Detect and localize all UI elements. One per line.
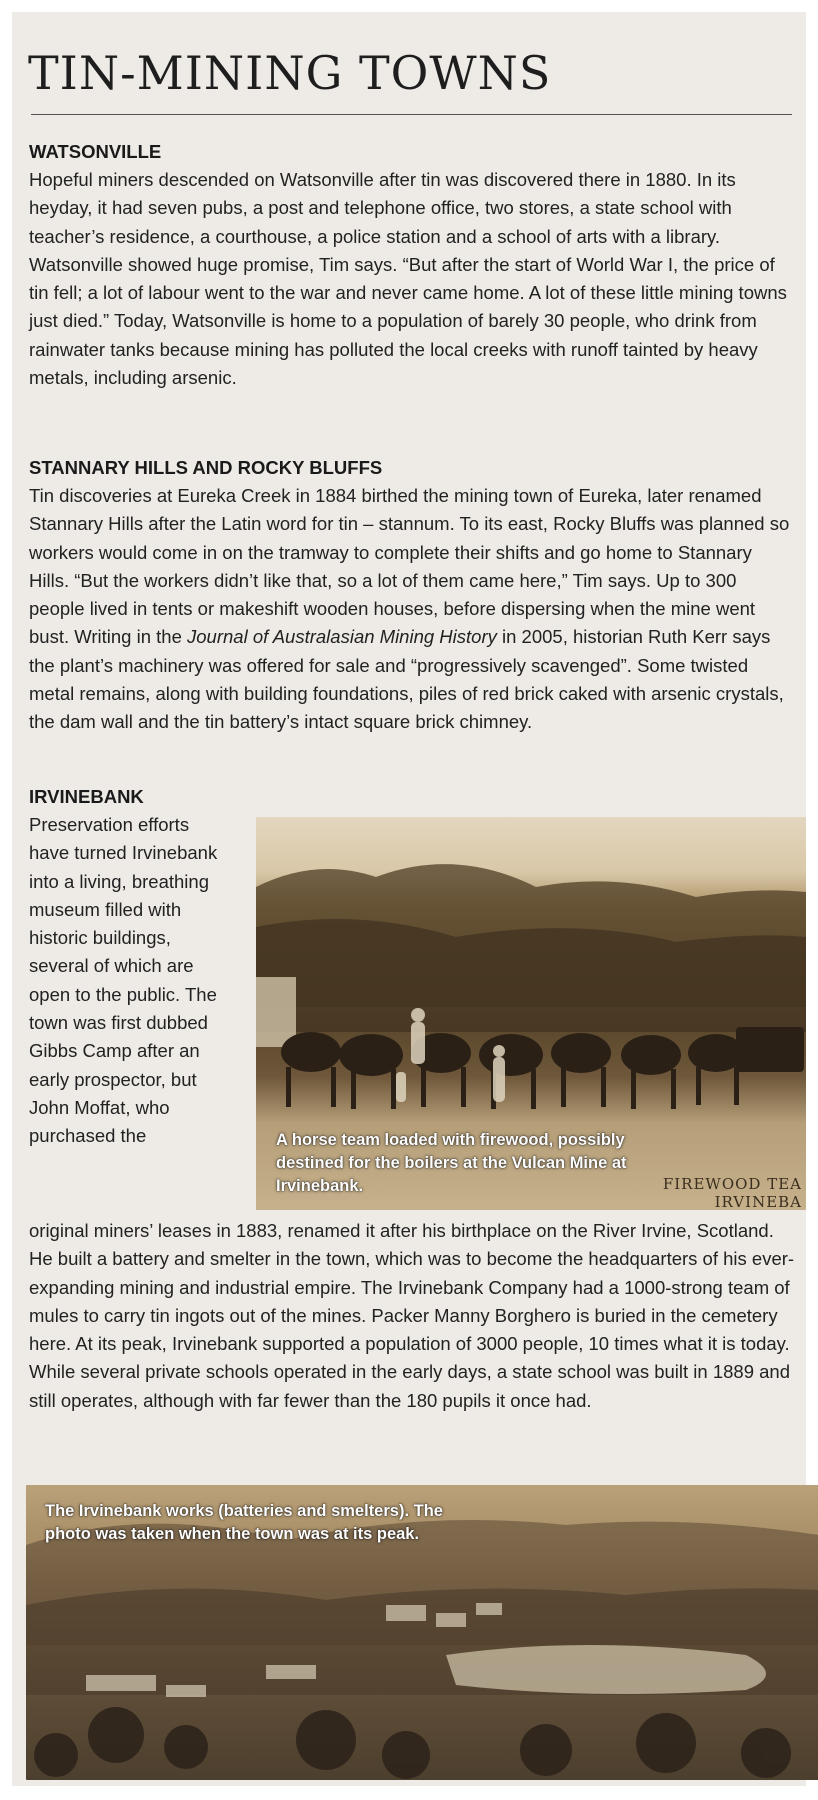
photo-inset-label <box>663 1175 802 1210</box>
section-watsonville <box>29 138 795 392</box>
section-heading: WATSONVILLE <box>29 141 162 162</box>
section-body-text: Tin discoveries at Eureka Creek in 1884 birthed the mining town of Eureka, later renamed Stannary Hills after the Latin word for tin – stannum. To its east, Rocky Bluffs was planned so workers would come in on the tramway to complete their shifts and go home to Stannary Hills. “But the workers didn’t like that, so a lot of them came here,” Tim says. Up to 300 people lived in tents or makeshift wooden houses, before dispersing when the mine went bust. Writing in the <box>29 485 790 648</box>
section-body-text: in 2005, historian Ruth Kerr says the plant’s machinery was offered for sale and “progressively scavenged”. Some twisted metal remains, along with building foundations, piles of red brick caked with arsenic crystals, the dam wall and the tin battery’s intact square brick chimney. <box>29 626 784 733</box>
section-body-column: Preservation efforts have turned Irvinebank into a living, breathing museum filled with historic buildings, several of which are open to the public. The town was first dubbed Gibbs Camp after an early prospector, but John Moffat, who purchased the <box>29 814 218 1147</box>
journal-title: Journal of Australasian Mining History <box>187 626 497 648</box>
photo-inset-label-line: FIREWOOD TEA <box>662 1175 802 1193</box>
section-body: Hopeful miners descended on Watsonville after tin was discovered there in 1880. In its heyday, it had seven pubs, a post and telephone office, two stores, a state school with teacher’s residence, a courthouse, a police station and a school of arts with a library. Watsonville showed huge promise, Tim says. “But after the start of World War I, the price of tin fell; a lot of labour went to the war and never came home. A lot of these little mining towns just died.” Today, Watsonville is home to a population of barely 30 people, who drink from rainwater tanks because mining has polluted the local creeks with runoff tainted by heavy metals, including arsenic. <box>29 169 787 389</box>
photo-inset-label-line: IRVINEBA <box>714 1193 802 1210</box>
article-panel <box>12 12 806 1786</box>
irvinebank-works-photo <box>26 1485 818 1780</box>
section-heading: STANNARY HILLS AND ROCKY BLUFFS <box>29 457 383 478</box>
photo-caption: The Irvinebank works (batteries and smelters). The photo was taken when the town was at its peak. <box>45 1502 443 1543</box>
section-stannary-hills <box>29 454 795 737</box>
photo-caption: A horse team loaded with firewood, possibly destined for the boilers at the Vulcan Mine at Irvinebank. <box>276 1131 627 1195</box>
horse-team-photo <box>256 817 806 1210</box>
section-heading: IRVINEBANK <box>29 786 144 807</box>
article-title: TIN-MINING TOWNS <box>28 46 552 100</box>
section-body-continued: original miners’ leases in 1883, renamed it after his birthplace on the River Irvine, Scotland. He built a battery and smelter in the town, which was to become the headquarters of his ever-expanding mining and industrial empire. The Irvinebank Company had a 1000-strong team of mules to carry tin ingots out of the mines. Packer Manny Borghero is buried in the cemetery here. At its peak, Irvinebank supported a population of 3000 people, 10 times what it is today. While several private schools operated in the early days, a state school was built in 1889 and still operates, although with far fewer than the 180 pupils it once had. <box>29 1220 795 1411</box>
section-body <box>29 482 795 737</box>
title-divider <box>31 114 792 115</box>
